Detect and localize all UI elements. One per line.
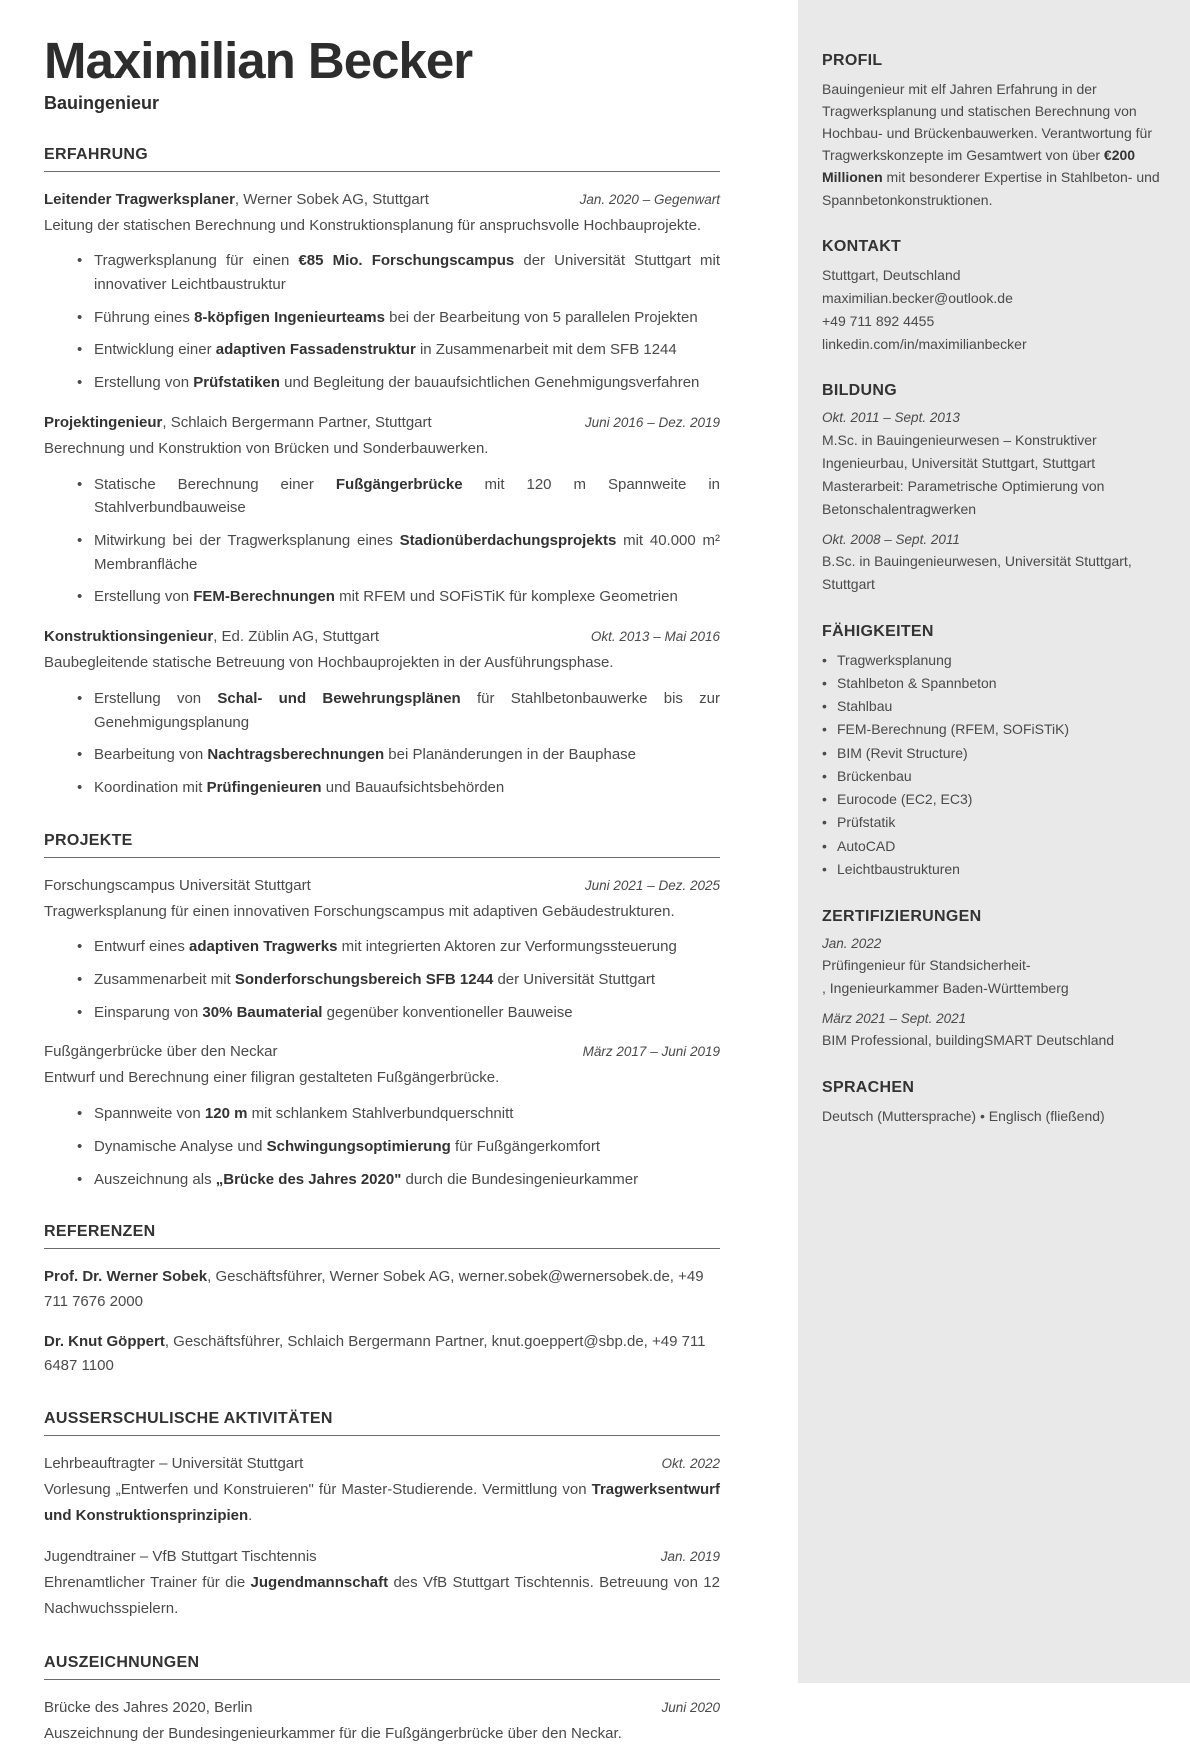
- bold-text: Prof. Dr. Werner Sobek: [44, 1268, 208, 1286]
- text: Brücke des Jahres 2020, Berlin: [44, 1698, 253, 1716]
- entry-line: M.Sc. in Bauingenieurwesen – Konstruktiver Ingenieurbau, Universität Stuttgart, Stuttgart: [822, 431, 1097, 471]
- bullet-item: [44, 306, 720, 330]
- entry-date: Okt. 2022: [661, 1456, 720, 1472]
- entry-title: [44, 628, 379, 645]
- text: Erstellung von: [94, 689, 218, 707]
- entry: [44, 628, 720, 800]
- text: Erstellung von: [94, 374, 194, 392]
- entry-date: Okt. 2013 – Mai 2016: [590, 629, 720, 645]
- text: gegenüber konventioneller Bauweise: [322, 1003, 573, 1021]
- text: Tragwerksplanung für einen: [94, 252, 299, 270]
- kontakt-line: +49 711 892 4455: [822, 312, 935, 329]
- section-heading: AUSSERSCHULISCHE AKTIVITÄTEN: [44, 1410, 720, 1436]
- bullet-item: [44, 338, 720, 362]
- entry-date: März 2017 – Juni 2019: [582, 1044, 720, 1060]
- entry: [44, 414, 720, 609]
- entry-bullets: [44, 935, 720, 1024]
- entry-date: Juni 2016 – Dez. 2019: [584, 414, 720, 430]
- bildung-entries: [822, 408, 1160, 595]
- skill-item: • Stahlbau: [822, 695, 1160, 718]
- section-body: [44, 1265, 720, 1378]
- entry-header: [44, 1548, 720, 1565]
- section-heading: AUSZEICHNUNGEN: [44, 1654, 720, 1680]
- section-body: [44, 877, 720, 1192]
- skill-item: • Leichtbaustrukturen: [822, 858, 1160, 881]
- bullet-item: [44, 968, 720, 992]
- text: Auszeichnung als: [94, 1170, 216, 1188]
- text: Berechnung und Konstruktion von Brücken und Sonderbauwerken.: [44, 439, 489, 457]
- entry-title: [44, 414, 432, 431]
- entry: [44, 877, 720, 1025]
- entry-summary: [44, 1065, 720, 1091]
- bold-text: Fußgängerbrücke: [335, 475, 463, 493]
- bold-text: Tragwerksentwurf und Konstruktionsprinzipien: [44, 1481, 720, 1525]
- entry-header: [44, 877, 720, 894]
- text: mit 40.000 m² Membranfläche: [94, 531, 720, 573]
- sidebar-heading: ZERTIFIZIERUNGEN: [822, 908, 982, 926]
- bold-text: Schal- und Bewehrungsplänen: [217, 689, 461, 707]
- sprachen-text: Deutsch (Muttersprache) • Englisch (fließend): [822, 1108, 1105, 1125]
- entry-date: Jan. 2022: [822, 936, 882, 952]
- main-column: [44, 34, 720, 1746]
- skill-item: • Brückenbau: [822, 765, 1160, 788]
- text: der Universität Stuttgart mit innovativer Leichtbaustruktur: [94, 252, 720, 294]
- skill-item: • Prüfstatik: [822, 811, 1160, 834]
- text: Entwurf und Berechnung einer filigran gestalteten Fußgängerbrücke.: [44, 1069, 500, 1087]
- bold-text: 120 m: [204, 1105, 248, 1123]
- bullet-item: [44, 473, 720, 520]
- bold-text: adaptiven Fassadenstruktur: [215, 341, 416, 359]
- bold-text: FEM-Berechnungen: [193, 588, 335, 606]
- entry-header: [44, 414, 720, 431]
- entry-bullets: [44, 249, 720, 394]
- entry-line: Prüfingenieur für Standsicherheit-: [822, 957, 1031, 974]
- bold-text: Leitender Tragwerksplaner: [44, 190, 235, 208]
- entry-line: , Ingenieurkammer Baden-Württemberg: [822, 980, 1069, 997]
- bold-text: €85 Mio. Forschungscampus: [298, 252, 515, 270]
- bullet-item: [44, 249, 720, 296]
- text: Statische Berechnung einer: [94, 475, 336, 493]
- entry-bullets: [44, 473, 720, 609]
- bullet-item: [44, 1102, 720, 1126]
- entry-summary: [44, 436, 720, 462]
- skill-item: • BIM (Revit Structure): [822, 742, 1160, 765]
- text: Ehrenamtlicher Trainer für die: [44, 1574, 251, 1592]
- entry-header: [44, 628, 720, 645]
- text: mit schlankem Stahlverbundquerschnitt: [247, 1105, 514, 1123]
- entry-header: [44, 1043, 720, 1060]
- text: Bauingenieur mit elf Jahren Erfahrung in der Tragwerksplanung und statischen Berechnung von Hochbau- und Brückenbauwerken. Verantwortung für Tragwerkskonzepte im Gesamtwert von über: [822, 81, 1152, 164]
- sidebar-heading: SPRACHEN: [822, 1079, 915, 1097]
- entry-title: [44, 191, 429, 208]
- text: des VfB Stuttgart Tischtennis. Betreuung von 12 Nachwuchsspielern.: [44, 1574, 720, 1617]
- section-body: [44, 1699, 720, 1746]
- text: der Universität Stuttgart: [493, 971, 656, 989]
- entry-date: Jan. 2019: [660, 1549, 720, 1565]
- text: durch die Bundesingenieurkammer: [401, 1170, 639, 1188]
- person-name: Maximilian Becker: [44, 32, 473, 89]
- entry-title: [44, 1043, 277, 1060]
- text: Mitwirkung bei der Tragwerksplanung eines: [94, 531, 400, 549]
- text: für Stahlbetonbauwerke bis zur Genehmigungsplanung: [94, 689, 720, 731]
- reference-entry: [44, 1330, 720, 1379]
- bold-text: Dr. Knut Göppert: [44, 1332, 165, 1350]
- section-projekte: [44, 832, 720, 1192]
- bullet-item: [44, 743, 720, 767]
- skill-item: • AutoCAD: [822, 835, 1160, 858]
- text: Entwurf eines: [94, 938, 190, 956]
- bold-text: Schwingungsoptimierung: [266, 1137, 451, 1155]
- text: , Geschäftsführer, Schlaich Bergermann Partner, knut.goeppert@sbp.de, +49 711 6487 1100: [44, 1332, 706, 1375]
- bullet-item: [44, 371, 720, 395]
- text: für Fußgängerkomfort: [450, 1137, 601, 1155]
- entry-summary: [44, 899, 720, 925]
- text: bei der Bearbeitung von 5 parallelen Projekten: [384, 308, 698, 326]
- section-erfahrung: [44, 146, 720, 800]
- section-body: [44, 1455, 720, 1621]
- bold-text: €200 Millionen: [822, 147, 1136, 186]
- entry-header: [44, 1455, 720, 1472]
- text: Spannweite von: [94, 1105, 205, 1123]
- skills-list: [822, 649, 1160, 881]
- entry-date: Okt. 2011 – Sept. 2013: [822, 410, 960, 426]
- entry-header: [44, 191, 720, 208]
- bullet-item: [44, 1135, 720, 1159]
- entry-summary: [44, 213, 720, 239]
- entry: [44, 1043, 720, 1191]
- bullet-item: [44, 585, 720, 609]
- sidebar: [798, 0, 1190, 1683]
- text: , Schlaich Bergermann Partner, Stuttgart: [162, 413, 432, 431]
- section-ausserschulische-aktivitaeten: [44, 1410, 720, 1621]
- entry: [44, 1699, 720, 1746]
- text: Erstellung von: [94, 588, 194, 606]
- entry-date: Okt. 2008 – Sept. 2011: [822, 531, 960, 547]
- person-job-title: Bauingenieur: [44, 92, 160, 113]
- entry-summary: [44, 1721, 720, 1746]
- text: , Geschäftsführer, Werner Sobek AG, werner.sobek@wernersobek.de, +49 711 7676 2000: [44, 1268, 704, 1310]
- text: Auszeichnung der Bundesingenieurkammer für die Fußgängerbrücke über den Neckar.: [44, 1724, 622, 1742]
- entry-bullets: [44, 1102, 720, 1191]
- entry-title: [44, 1699, 252, 1716]
- entry-line: Masterarbeit: Parametrische Optimierung von Betonschalentragwerken: [822, 477, 1105, 517]
- reference-entry: [44, 1265, 720, 1314]
- entry-title: [44, 1548, 317, 1565]
- bold-text: Prüfstatiken: [193, 374, 280, 392]
- bullet-item: [44, 776, 720, 800]
- text: Forschungscampus Universität Stuttgart: [44, 876, 311, 894]
- text: .: [248, 1507, 253, 1525]
- text: mit integrierten Aktoren zur Verformungssteuerung: [337, 938, 677, 956]
- text: Fußgängerbrücke über den Neckar: [44, 1043, 278, 1061]
- entry-title: [44, 1455, 303, 1472]
- sidebar-section-sprachen: [822, 1079, 1160, 1128]
- text: Führung eines: [94, 308, 195, 326]
- entry-date: Juni 2020: [661, 1699, 720, 1715]
- skill-item: • Tragwerksplanung: [822, 649, 1160, 672]
- bold-text: 8-köpfigen Ingenieurteams: [194, 308, 385, 326]
- zertifizierungen-entries: [822, 934, 1160, 1052]
- text: Zusammenarbeit mit: [94, 971, 235, 989]
- bold-text: Projektingenieur: [44, 413, 163, 431]
- text: mit RFEM und SOFiSTiK für komplexe Geometrien: [334, 588, 678, 606]
- entry: [44, 191, 720, 395]
- text: mit besonderer Expertise in Stahlbeton- und Spannbetonkonstruktionen.: [822, 169, 1160, 208]
- entry-date: März 2021 – Sept. 2021: [822, 1011, 967, 1027]
- text: Koordination mit: [94, 778, 207, 796]
- section-heading: ERFAHRUNG: [44, 146, 720, 172]
- bullet-item: [44, 935, 720, 959]
- bullet-item: [44, 1001, 720, 1025]
- text: mit 120 m Spannweite in Stahlverbundbauweise: [94, 475, 721, 517]
- entry: [44, 1548, 720, 1622]
- text: Leitung der statischen Berechnung und Konstruktionsplanung für anspruchsvolle Hochbauprojekte.: [44, 216, 702, 234]
- text: und Bauaufsichtsbehörden: [321, 778, 505, 796]
- bold-text: adaptiven Tragwerks: [189, 938, 338, 956]
- kontakt-line: Stuttgart, Deutschland: [822, 266, 961, 283]
- entry-bullets: [44, 687, 720, 800]
- entry-line: BIM Professional, buildingSMART Deutschland: [822, 1032, 1115, 1049]
- bold-text: Stadionüberdachungsprojekts: [399, 531, 617, 549]
- text: bei Planänderungen in der Bauphase: [384, 746, 637, 764]
- bullet-item: [44, 529, 720, 576]
- skill-item: • Eurocode (EC2, EC3): [822, 788, 1160, 811]
- kontakt-line: linkedin.com/in/maximilianbecker: [822, 335, 1027, 352]
- entry-line: B.Sc. in Bauingenieurwesen, Universität Stuttgart, Stuttgart: [822, 552, 1132, 592]
- text: , Werner Sobek AG, Stuttgart: [234, 190, 429, 208]
- sidebar-section-kontakt: [822, 238, 1160, 356]
- section-auszeichnungen: [44, 1654, 720, 1746]
- entry-title: [44, 877, 311, 894]
- entry-date: Juni 2021 – Dez. 2025: [584, 877, 720, 893]
- skill-item: • Stahlbeton & Spannbeton: [822, 672, 1160, 695]
- sidebar-heading: KONTAKT: [822, 237, 902, 255]
- entry-date: Jan. 2020 – Gegenwart: [579, 191, 720, 207]
- bold-text: Nachtragsberechnungen: [207, 746, 385, 764]
- sidebar-section-bildung: [822, 382, 1160, 595]
- text: Bearbeitung von: [94, 746, 208, 764]
- text: Dynamische Analyse und: [94, 1137, 267, 1155]
- text: Entwicklung einer: [94, 341, 216, 359]
- sidebar-section-profil: [822, 52, 1160, 211]
- bold-text: Jugendmannschaft: [250, 1574, 389, 1592]
- text: und Begleitung der bauaufsichtlichen Genehmigungsverfahren: [279, 374, 700, 392]
- sidebar-section-zertifizierungen: [822, 908, 1160, 1052]
- kontakt-line: maximilian.becker@outlook.de: [822, 289, 1013, 306]
- entry-summary: [44, 650, 720, 676]
- entry: [44, 1455, 720, 1529]
- text: Vorlesung „Entwerfen und Konstruieren" für Master-Studierende. Vermittlung von: [44, 1481, 592, 1499]
- skill-item: • FEM-Berechnung (RFEM, SOFiSTiK): [822, 718, 1160, 741]
- bold-text: Sonderforschungsbereich SFB 1244: [234, 971, 494, 989]
- text: Baubegleitende statische Betreuung von Hochbauprojekten in der Ausführungsphase.: [44, 654, 614, 672]
- bold-text: 30% Baumaterial: [202, 1003, 323, 1021]
- bullet-item: [44, 1168, 720, 1192]
- section-body: [44, 191, 720, 800]
- section-heading: PROJEKTE: [44, 832, 720, 858]
- text: in Zusammenarbeit mit dem SFB 1244: [415, 341, 677, 359]
- bullet-item: [44, 687, 720, 734]
- entry-summary: [44, 1477, 720, 1529]
- entry-summary: [44, 1570, 720, 1622]
- sidebar-heading: BILDUNG: [822, 382, 897, 400]
- text: , Ed. Züblin AG, Stuttgart: [213, 628, 380, 646]
- sidebar-heading: PROFIL: [822, 52, 883, 69]
- bold-text: „Brücke des Jahres 2020": [215, 1170, 402, 1188]
- sidebar-heading: FÄHIGKEITEN: [822, 622, 934, 640]
- text: Einsparung von: [94, 1003, 203, 1021]
- kontakt-lines: [822, 264, 1160, 356]
- sidebar-section-faehigkeiten: [822, 623, 1160, 881]
- section-heading: REFERENZEN: [44, 1223, 720, 1249]
- entry-header: [44, 1699, 720, 1716]
- bold-text: Prüfingenieuren: [206, 778, 322, 796]
- text: Tragwerksplanung für einen innovativen Forschungscampus mit adaptiven Gebäudestrukturen.: [44, 902, 675, 920]
- bold-text: Konstruktionsingenieur: [44, 628, 214, 646]
- text: Lehrbeauftragter – Universität Stuttgart: [44, 1455, 304, 1473]
- text: Jugendtrainer – VfB Stuttgart Tischtennis: [44, 1548, 317, 1566]
- profil-text: [822, 78, 1160, 211]
- section-referenzen: [44, 1223, 720, 1378]
